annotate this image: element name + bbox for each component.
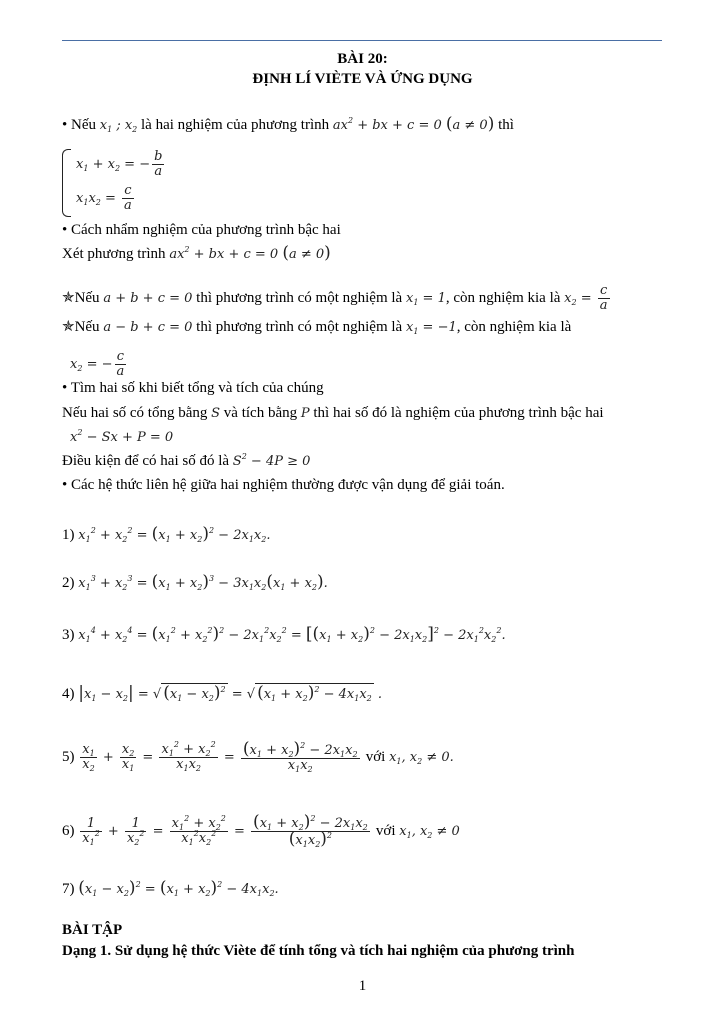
identity-4: 4) $|x_1 - x_2|$ = √ $(x_1 - x_2)^2$ = √ $(x_1 + x_2)^2 - 4x_1x_2$ .	[62, 683, 383, 703]
identity-3: 3) $x_1^4 + x_2^4 = (x_1^2 + x_2^2)^2 - 2x_1^2x_2^2 = [(x_1 + x_2)^2 - 2x_1x_2]^2 - 2x_1^2x_2^2$.	[62, 624, 506, 644]
system-brace	[62, 149, 71, 217]
identity-6: 6) $\frac{1}{x_1^2}$ + $\frac{1}{x_2^2}$ = $\frac{x_1^2 + x_2^2}{x_1^2x_2^2}$ = $\frac{(x_1 + x_2)^2 - 2x_1x_2}{(x_1x_2)^2}$ với $x_1$, $x_2 \ne 0$	[62, 812, 460, 849]
exercises-heading: BÀI TẬP	[62, 922, 123, 938]
identities-heading: • Các hệ thức liên hệ giữa hai nghiệm thường được vận dụng để giải toán.	[62, 477, 505, 493]
star-icon: ✯Nếu	[62, 319, 100, 335]
header-rule	[62, 40, 662, 41]
lesson-number: BÀI 20:	[337, 51, 388, 67]
math-sum-of-roots: $x_1 + x_2$ = − $\frac{b}{a}$	[76, 149, 163, 179]
lesson-title: ĐỊNH LÍ VIÈTE VÀ ỨNG DỤNG	[252, 71, 473, 87]
case-alt-sum-zero: ✯Nếu a − b + c = 0 thì phương trình có một nghiệm là $x_1 = -1$, còn nghiệm kia là	[62, 319, 572, 336]
form-1-heading: Dạng 1. Sử dụng hệ thức Viète để tính tổng và tích hai nghiệm của phương trình	[62, 943, 575, 959]
mental-root-heading: • Cách nhẩm nghiệm của phương trình bậc hai	[62, 222, 341, 238]
identity-2: 2) $x_1^3 + x_2^3 = (x_1 + x_2)^3 - 3x_1x_2(x_1 + x_2)$.	[62, 572, 328, 592]
existence-condition: Điều kiện để có hai số đó là $S^2 - 4P \ge 0$	[62, 452, 311, 469]
identity-1: 1) $x_1^2 + x_2^2 = (x_1 + x_2)^2 - 2x_1x_2$.	[62, 524, 271, 544]
star-icon: ✯Nếu	[62, 290, 100, 306]
sum-product-statement: Nếu hai số có tổng bằng S và tích bằng P thì hai số đó là nghiệm của phương trình bậc hai	[62, 405, 604, 421]
math-sum-product-equation: $x^2 - Sx + P = 0$	[70, 428, 174, 445]
sum-product-heading: • Tìm hai số khi biết tổng và tích của chúng	[62, 380, 324, 396]
identity-7: 7) $(x_1 - x_2)^2 = (x_1 + x_2)^2 - 4x_1x_2$.	[62, 878, 279, 898]
identity-5: 5) $\frac{x_1}{x_2}$ + $\frac{x_2}{x_1}$ = $\frac{x_1^2 + x_2^2}{x_1x_2}$ = $\frac{(x_1 + x_2)^2 - 2x_1x_2}{x_1x_2}$ với $x_1$, $x_2 \ne 0$.	[62, 739, 454, 774]
page-number: 1	[358, 978, 367, 994]
math-roots: $x_1$ ; $x_2$	[99, 118, 138, 134]
math-product-of-roots: $x_1x_2$ = $\frac{c}{a}$	[76, 183, 132, 213]
consider-equation: Xét phương trình $ax^2$ + bx + c = 0 (a ≠ 0)	[62, 243, 331, 263]
math-quadratic: $ax^2$ + bx + c = 0 (a ≠ 0)	[332, 114, 495, 134]
case-sum-zero: ✯Nếu a + b + c = 0 thì phương trình có một nghiệm là $x_1 = 1$, còn nghiệm kia là $x_2$ = $\frac{c}{a}$	[62, 283, 608, 313]
viete-statement: • Nếu $x_1$ ; $x_2$ là hai nghiệm của phương trình $ax^2$ + bx + c = 0 (a ≠ 0) thì	[62, 114, 514, 134]
math-second-root: $x_2$ = − $\frac{c}{a}$	[70, 349, 125, 379]
